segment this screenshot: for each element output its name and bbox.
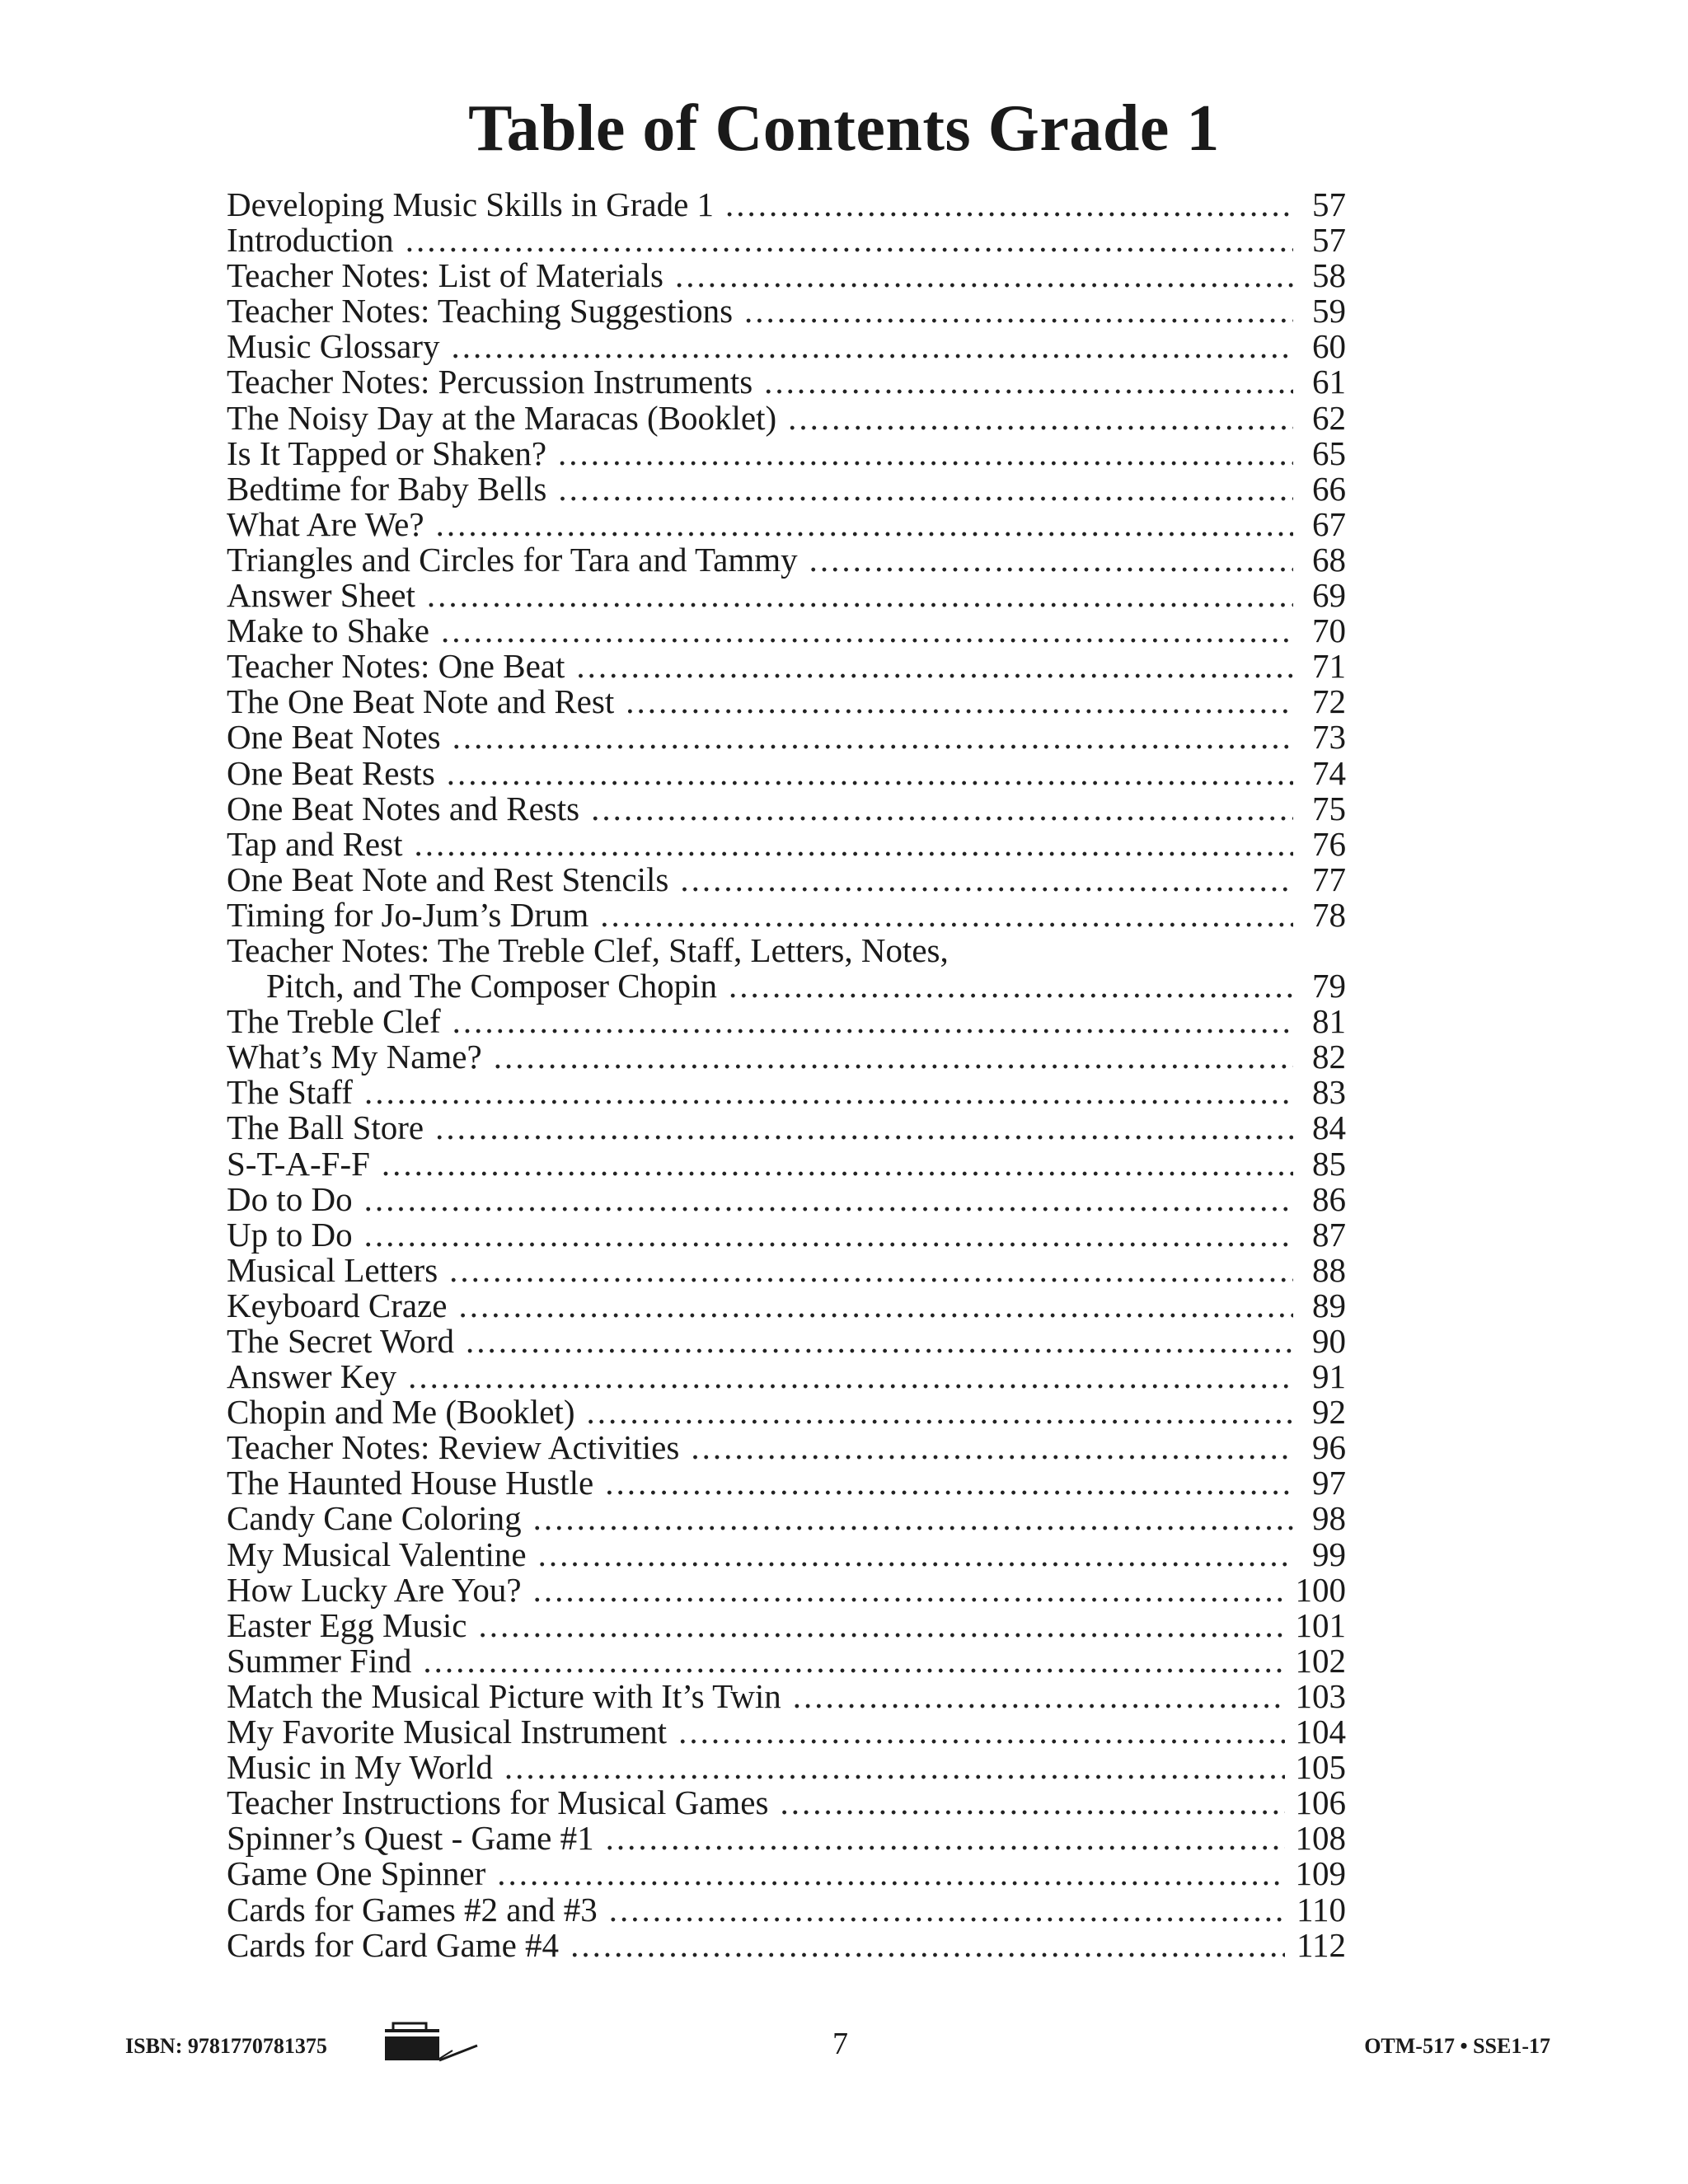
dot-leader	[538, 1537, 1293, 1572]
toc-entry-page: 96	[1312, 1428, 1346, 1467]
toc-entry[interactable]	[227, 1394, 1346, 1430]
dot-leader	[494, 1039, 1293, 1075]
dot-leader	[466, 1324, 1293, 1359]
toc-entry-page: 87	[1312, 1215, 1346, 1254]
toc-entry[interactable]	[227, 1359, 1346, 1394]
toc-entry-page: 103	[1295, 1676, 1346, 1715]
toc-entry[interactable]	[227, 1250, 1346, 1289]
toc-entry-title: Teacher Notes: The Treble Clef, Staff, Letters, Notes,	[227, 930, 949, 969]
toc-entry-page: 92	[1312, 1393, 1346, 1432]
toc-entry[interactable]	[227, 542, 1346, 578]
toc-entry-page: 112	[1296, 1925, 1346, 1964]
dot-leader	[764, 364, 1293, 400]
dot-leader	[570, 1928, 1285, 1963]
toc-entry[interactable]	[227, 1714, 1346, 1750]
toc-entry-page: 91	[1312, 1357, 1346, 1396]
toc-entry-page: 84	[1312, 1108, 1346, 1147]
toc-entry-title: Make to Shake	[227, 612, 429, 650]
toc-entry-page: 62	[1312, 398, 1346, 437]
isbn-label: ISBN: 9781770781375	[125, 2034, 327, 2058]
toc-entry[interactable]	[227, 1465, 1346, 1501]
toc-entry[interactable]	[227, 753, 1346, 792]
toc-entry-page: 98	[1312, 1499, 1346, 1538]
toc-entry-page: 68	[1312, 540, 1346, 579]
toc-entry[interactable]	[227, 1892, 1346, 1928]
dot-leader	[793, 1679, 1285, 1714]
toc-entry[interactable]	[227, 258, 1346, 293]
dot-leader	[452, 329, 1293, 364]
dot-leader	[691, 1430, 1293, 1465]
toc-entry[interactable]	[227, 684, 1346, 719]
toc-entry-title: Teacher Notes: Teaching Suggestions	[227, 292, 734, 330]
toc-entry[interactable]	[227, 895, 1346, 934]
toc-entry-page: 65	[1312, 434, 1346, 472]
toc-entry-title: One Beat Notes and Rests	[227, 789, 580, 827]
toc-entry-page: 59	[1312, 292, 1346, 330]
toc-entry-title: How Lucky Are You?	[227, 1570, 522, 1609]
toc-entry-page: 78	[1312, 895, 1346, 934]
toc-entry-page: 69	[1312, 576, 1346, 615]
toc-entry[interactable]	[227, 578, 1346, 613]
toc-entry-page: 110	[1296, 1890, 1346, 1929]
toc-entry[interactable]	[227, 649, 1346, 684]
dot-leader	[447, 756, 1293, 791]
toc-entry[interactable]	[227, 1605, 1346, 1644]
toc-entry-page: 67	[1312, 504, 1346, 543]
toc-entry-page: 89	[1312, 1286, 1346, 1324]
dot-leader	[459, 1288, 1293, 1324]
toc-entry[interactable]	[227, 223, 1346, 258]
table-of-contents	[227, 187, 1346, 1963]
dot-leader	[558, 471, 1293, 507]
toc-entry-page: 66	[1312, 469, 1346, 508]
dot-leader	[591, 791, 1293, 827]
toc-entry[interactable]	[227, 1572, 1346, 1608]
toc-entry[interactable]	[227, 613, 1346, 649]
dot-leader	[586, 1394, 1293, 1430]
toc-entry-title: The Haunted House Hustle	[227, 1464, 594, 1502]
toc-entry-title: Tap and Rest	[227, 824, 403, 863]
toc-entry-title: Game One Spinner	[227, 1854, 486, 1893]
toc-entry-page: 100	[1295, 1570, 1346, 1609]
toc-entry-title: S-T-A-F-F	[227, 1144, 370, 1183]
toc-entry-title: The Secret Word	[227, 1322, 455, 1360]
toc-entry-title: Summer Find	[227, 1641, 412, 1680]
toc-entry[interactable]	[227, 1925, 1346, 1964]
toc-entry-page: 104	[1295, 1713, 1346, 1751]
toc-entry[interactable]	[227, 1004, 1346, 1039]
toc-entry-page: 97	[1312, 1464, 1346, 1502]
toc-entry[interactable]	[227, 1750, 1346, 1785]
toc-entry-heading[interactable]	[227, 930, 1346, 969]
toc-entry-page: 109	[1295, 1854, 1346, 1893]
toc-entry-page: 57	[1312, 185, 1346, 223]
dot-leader	[609, 1892, 1285, 1928]
toc-entry-page: 86	[1312, 1179, 1346, 1218]
toc-entry-page: 60	[1312, 327, 1346, 366]
toc-entry-title: Developing Music Skills in Grade 1	[227, 185, 715, 223]
toc-entry-title: Introduction	[227, 221, 394, 260]
toc-entry[interactable]	[227, 824, 1346, 863]
toc-entry-page: 77	[1312, 860, 1346, 898]
toc-entry[interactable]	[227, 1676, 1346, 1715]
toc-entry-title: Answer Sheet	[227, 576, 415, 615]
page-title: Table of Contents Grade 1	[468, 92, 1220, 165]
toc-entry[interactable]	[227, 1075, 1346, 1110]
dot-leader	[576, 649, 1293, 684]
toc-entry-title: The Ball Store	[227, 1108, 424, 1147]
toc-entry[interactable]	[227, 504, 1346, 543]
toc-entry-title: Easter Egg Music	[227, 1605, 467, 1644]
toc-entry-page: 76	[1312, 824, 1346, 863]
toc-entry-continued[interactable]	[227, 968, 1346, 1004]
dot-leader	[427, 578, 1293, 613]
dot-leader	[678, 1714, 1285, 1750]
dot-leader	[478, 1608, 1285, 1643]
page-number: 7	[832, 2027, 848, 2061]
toc-entry[interactable]	[227, 471, 1346, 507]
toc-entry-title: Pitch, and The Composer Chopin	[266, 967, 718, 1005]
toc-entry[interactable]	[227, 1856, 1346, 1891]
toc-entry[interactable]	[227, 1785, 1346, 1821]
dot-leader	[436, 507, 1293, 542]
toc-entry-title: Chopin and Me (Booklet)	[227, 1393, 575, 1432]
publisher-logo-icon	[382, 2021, 481, 2068]
dot-leader	[729, 968, 1293, 1004]
dot-leader	[626, 684, 1293, 719]
toc-entry[interactable]	[227, 398, 1346, 437]
toc-entry-title: Cards for Card Game #4	[227, 1925, 560, 1964]
dot-leader	[441, 613, 1293, 649]
dot-leader	[382, 1146, 1293, 1182]
dot-leader	[406, 223, 1293, 258]
toc-entry-page: 79	[1312, 967, 1346, 1005]
toc-entry-title: What Are We?	[227, 504, 424, 543]
toc-entry-title: What’s My Name?	[227, 1038, 482, 1076]
toc-entry-title: Answer Key	[227, 1357, 397, 1396]
dot-leader	[408, 1359, 1293, 1394]
toc-entry-page: 72	[1312, 682, 1346, 721]
toc-entry-title: Cards for Games #2 and #3	[227, 1890, 598, 1929]
toc-entry-page: 75	[1312, 789, 1346, 827]
toc-entry-title: Teacher Notes: Review Activities	[227, 1428, 680, 1467]
dot-leader	[558, 436, 1293, 471]
toc-entry-page: 73	[1312, 718, 1346, 757]
dot-leader	[414, 827, 1293, 862]
dot-leader	[809, 542, 1293, 578]
toc-entry[interactable]	[227, 719, 1346, 755]
toc-entry-title: The Staff	[227, 1073, 353, 1112]
toc-entry-title: Musical Letters	[227, 1250, 438, 1289]
toc-entry-title: Up to Do	[227, 1215, 353, 1254]
dot-leader	[605, 1465, 1293, 1501]
toc-entry-title: Keyboard Craze	[227, 1286, 448, 1324]
dot-leader	[435, 1110, 1293, 1146]
toc-entry-title: The One Beat Note and Rest	[227, 682, 615, 721]
toc-entry[interactable]	[227, 791, 1346, 827]
dot-leader	[606, 1821, 1285, 1856]
toc-entry-title: Teacher Notes: Percussion Instruments	[227, 363, 753, 401]
toc-entry-page: 82	[1312, 1038, 1346, 1076]
toc-entry-title: Teacher Instructions for Musical Games	[227, 1783, 769, 1822]
toc-entry[interactable]	[227, 862, 1346, 898]
dot-leader	[725, 187, 1293, 223]
dot-leader	[600, 898, 1293, 933]
toc-entry-page: 57	[1312, 221, 1346, 260]
dot-leader	[449, 1253, 1293, 1288]
toc-entry-page: 85	[1312, 1144, 1346, 1183]
toc-entry[interactable]	[227, 1146, 1346, 1182]
toc-entry-title: My Favorite Musical Instrument	[227, 1713, 668, 1751]
toc-entry-page: 71	[1312, 647, 1346, 686]
toc-entry[interactable]	[227, 1821, 1346, 1856]
toc-entry-title: Triangles and Circles for Tara and Tammy	[227, 540, 798, 579]
toc-entry[interactable]	[227, 1110, 1346, 1146]
toc-entry[interactable]	[227, 1217, 1346, 1253]
toc-entry-page: 105	[1295, 1748, 1346, 1787]
dot-leader	[744, 293, 1293, 329]
toc-entry-page: 108	[1295, 1819, 1346, 1858]
toc-entry-page: 101	[1295, 1605, 1346, 1644]
toc-entry-title: The Treble Clef	[227, 1002, 441, 1041]
toc-entry[interactable]	[227, 1324, 1346, 1359]
product-code: OTM-517 • SSE1-17	[1364, 2034, 1550, 2058]
toc-entry-title: Do to Do	[227, 1179, 353, 1218]
toc-entry-title: Candy Cane Coloring	[227, 1499, 522, 1538]
dot-leader	[452, 1004, 1293, 1039]
toc-entry[interactable]	[227, 187, 1346, 223]
toc-entry-title: Timing for Jo-Jum’s Drum	[227, 895, 589, 934]
toc-entry-title: One Beat Rests	[227, 753, 435, 792]
toc-entry[interactable]	[227, 1179, 1346, 1218]
page-footer	[0, 2021, 1688, 2062]
toc-entry[interactable]	[227, 1039, 1346, 1075]
toc-entry-page: 81	[1312, 1002, 1346, 1041]
dot-leader	[788, 401, 1293, 436]
toc-entry-title: Teacher Notes: One Beat	[227, 647, 565, 686]
toc-entry[interactable]	[227, 293, 1346, 329]
toc-entry[interactable]	[227, 1288, 1346, 1324]
toc-entry-page: 102	[1295, 1641, 1346, 1680]
dot-leader	[497, 1856, 1285, 1891]
dot-leader	[504, 1750, 1285, 1785]
toc-entry[interactable]	[227, 1430, 1346, 1465]
toc-entry[interactable]	[227, 364, 1346, 400]
toc-entry-title: Match the Musical Picture with It’s Twin	[227, 1676, 781, 1715]
toc-entry[interactable]	[227, 436, 1346, 471]
dot-leader	[452, 719, 1293, 755]
toc-entry-page: 90	[1312, 1322, 1346, 1360]
toc-entry[interactable]	[227, 1537, 1346, 1572]
toc-entry-page: 106	[1295, 1783, 1346, 1822]
dot-leader	[364, 1182, 1293, 1217]
toc-entry-title: Spinner’s Quest - Game #1	[227, 1819, 594, 1858]
toc-entry-title: Music in My World	[227, 1748, 493, 1787]
toc-entry[interactable]	[227, 1643, 1346, 1679]
toc-entry-title: Teacher Notes: List of Materials	[227, 256, 663, 295]
toc-entry-title: Music Glossary	[227, 327, 440, 366]
dot-leader	[533, 1501, 1293, 1536]
toc-entry-page: 58	[1312, 256, 1346, 295]
dot-leader	[364, 1075, 1293, 1110]
toc-entry[interactable]	[227, 1501, 1346, 1536]
dot-leader	[680, 862, 1293, 898]
toc-entry-title: The Noisy Day at the Maracas (Booklet)	[227, 398, 777, 437]
toc-entry-page: 83	[1312, 1073, 1346, 1112]
toc-entry-page: 88	[1312, 1250, 1346, 1289]
dot-leader	[423, 1643, 1285, 1679]
dot-leader	[364, 1217, 1293, 1253]
toc-entry[interactable]	[227, 329, 1346, 364]
toc-entry-title: My Musical Valentine	[227, 1535, 527, 1573]
toc-entry-page: 74	[1312, 753, 1346, 792]
toc-entry-page: 99	[1312, 1535, 1346, 1573]
dot-leader	[780, 1785, 1285, 1821]
toc-entry-page: 70	[1312, 612, 1346, 650]
toc-entry-title: Is It Tapped or Shaken?	[227, 434, 547, 472]
toc-entry-title: One Beat Note and Rest Stencils	[227, 860, 669, 898]
dot-leader	[533, 1572, 1285, 1608]
toc-entry-page: 61	[1312, 363, 1346, 401]
toc-entry-title: Bedtime for Baby Bells	[227, 469, 547, 508]
dot-leader	[675, 258, 1293, 293]
toc-entry-title: One Beat Notes	[227, 718, 441, 757]
